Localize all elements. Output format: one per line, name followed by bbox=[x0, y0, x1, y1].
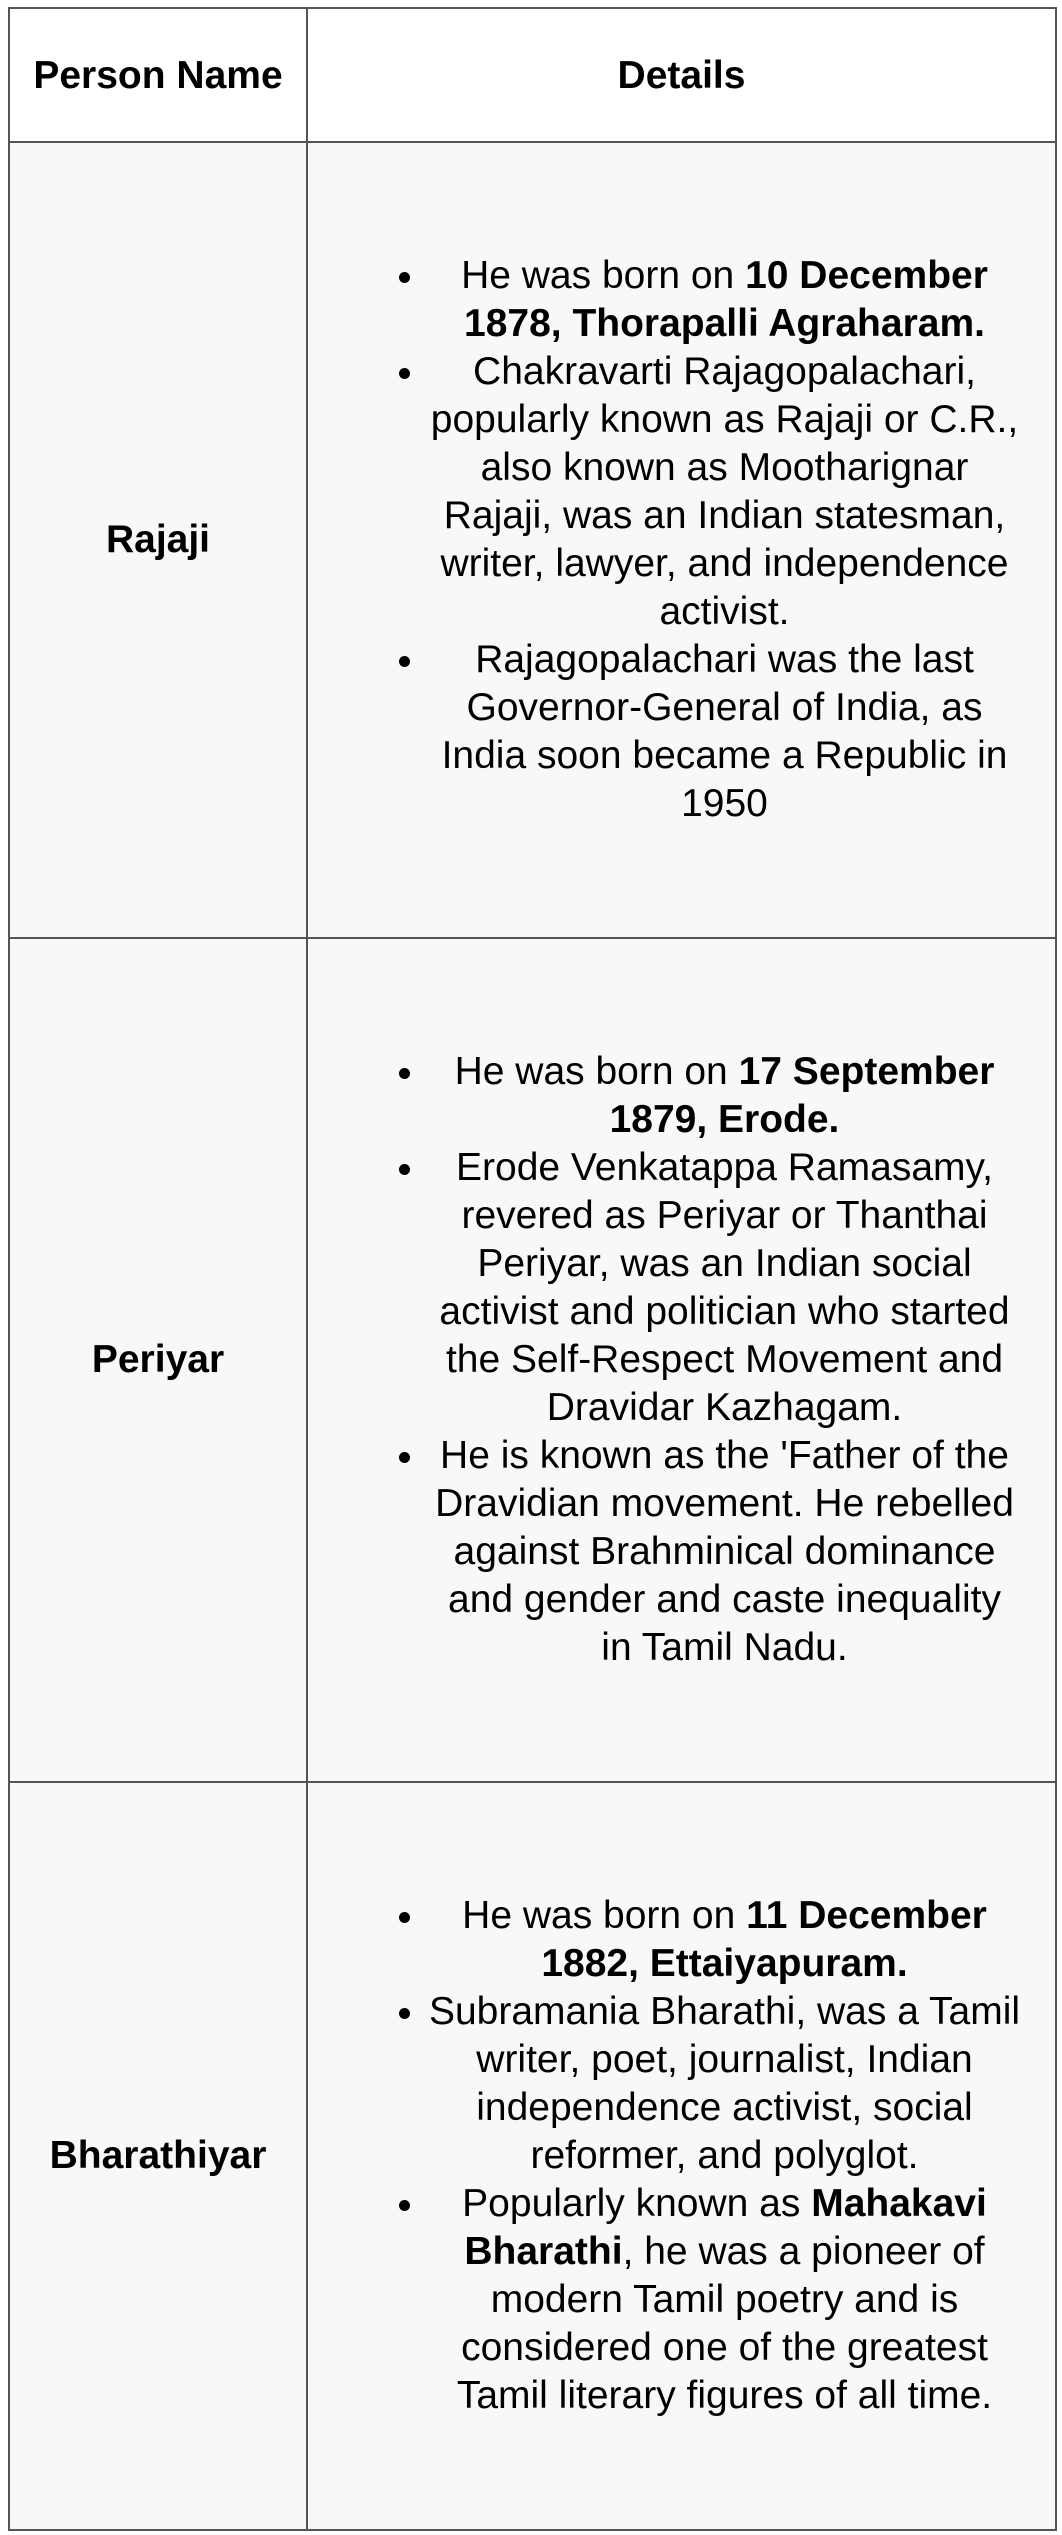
table-row bbox=[9, 1782, 1056, 2530]
list-item bbox=[428, 1048, 1021, 1144]
fact-text: He is known as the 'Father of the Dravidian movement. He rebelled against Brahminical dominance and gender and caste inequality in Tamil Nadu. bbox=[435, 1434, 1014, 1669]
fact-text: He was born on bbox=[461, 254, 746, 297]
header-row bbox=[9, 8, 1056, 142]
list-item bbox=[428, 252, 1021, 348]
list-item bbox=[428, 1432, 1021, 1672]
persons-table bbox=[8, 7, 1057, 2531]
person-name-header: Person Name bbox=[9, 8, 307, 142]
fact-text: Erode Venkatappa Ramasamy, revered as Periyar or Thanthai Periyar, was an Indian social activist and politician who started the Self-Respect Movement and Dravidar Kazhagam. bbox=[439, 1146, 1010, 1429]
details-header: Details bbox=[307, 8, 1056, 142]
fact-bold-text: 17 September 1879, Erode. bbox=[609, 1050, 995, 1141]
person-name-cell: Periyar bbox=[9, 938, 307, 1782]
person-name-cell: Rajaji bbox=[9, 142, 307, 938]
list-item bbox=[428, 348, 1021, 636]
fact-text: Chakravarti Rajagopalachari, popularly known as Rajaji or C.R., also known as Mootharignar Rajaji, was an Indian statesman, writer, lawyer, and independence activist. bbox=[430, 350, 1019, 633]
fact-text: , he was a pioneer of modern Tamil poetry and is considered one of the greatest Tamil literary figures of all time. bbox=[456, 2230, 993, 2417]
fact-bold-text: Mahakavi Bharathi bbox=[464, 2182, 987, 2273]
details-list bbox=[388, 252, 1021, 828]
list-item bbox=[428, 1988, 1021, 2180]
fact-bold-text: 11 December 1882, Ettaiyapuram. bbox=[541, 1894, 987, 1985]
fact-text: Rajagopalachari was the last Governor-General of India, as India soon became a Republic in 1950 bbox=[441, 638, 1008, 825]
list-item bbox=[428, 1892, 1021, 1988]
details-cell bbox=[307, 142, 1056, 938]
fact-bold-text: 10 December 1878, Thorapalli Agraharam. bbox=[464, 254, 988, 345]
details-list bbox=[388, 1892, 1021, 2420]
fact-text: Subramania Bharathi, was a Tamil writer, poet, journalist, Indian independence activist, social reformer, and polyglot. bbox=[428, 1990, 1021, 2177]
table-row bbox=[9, 142, 1056, 938]
fact-text: Popularly known as bbox=[462, 2182, 812, 2225]
list-item bbox=[428, 1144, 1021, 1432]
list-item bbox=[428, 636, 1021, 828]
list-item bbox=[428, 2180, 1021, 2420]
details-list bbox=[388, 1048, 1021, 1672]
table-row bbox=[9, 938, 1056, 1782]
person-name-cell: Bharathiyar bbox=[9, 1782, 307, 2530]
details-cell bbox=[307, 938, 1056, 1782]
fact-text: He was born on bbox=[462, 1894, 747, 1937]
fact-text: He was born on bbox=[454, 1050, 739, 1093]
details-cell bbox=[307, 1782, 1056, 2530]
